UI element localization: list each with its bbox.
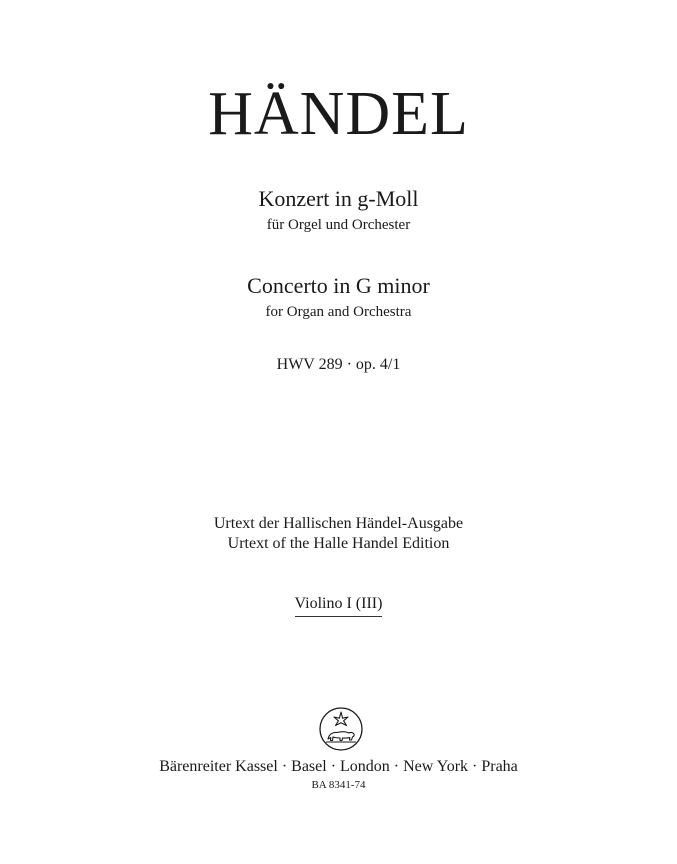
work-title-english: Concerto in G minor [247,273,430,298]
baerenreiter-bear-logo-icon [318,706,364,752]
work-title-german: Konzert in g-Moll [258,186,419,211]
order-number: BA 8341-74 [311,779,366,791]
part-name-label: Violino I (III) [295,594,383,617]
composer-name: HÄNDEL [208,80,469,148]
urtext-note-german: Urtext der Hallischen Händel-Ausgabe [213,515,464,532]
work-subtitle-german: für Orgel und Orchester [266,217,411,233]
part-name [0,594,677,617]
urtext-note-english: Urtext of the Halle Handel Edition [227,535,450,552]
work-subtitle-english: for Organ and Orchestra [265,304,412,320]
publisher-line: Bärenreiter Kassel · Basel · London · New York · Praha [159,758,518,775]
catalog-number: HWV 289 · op. 4/1 [276,356,401,373]
